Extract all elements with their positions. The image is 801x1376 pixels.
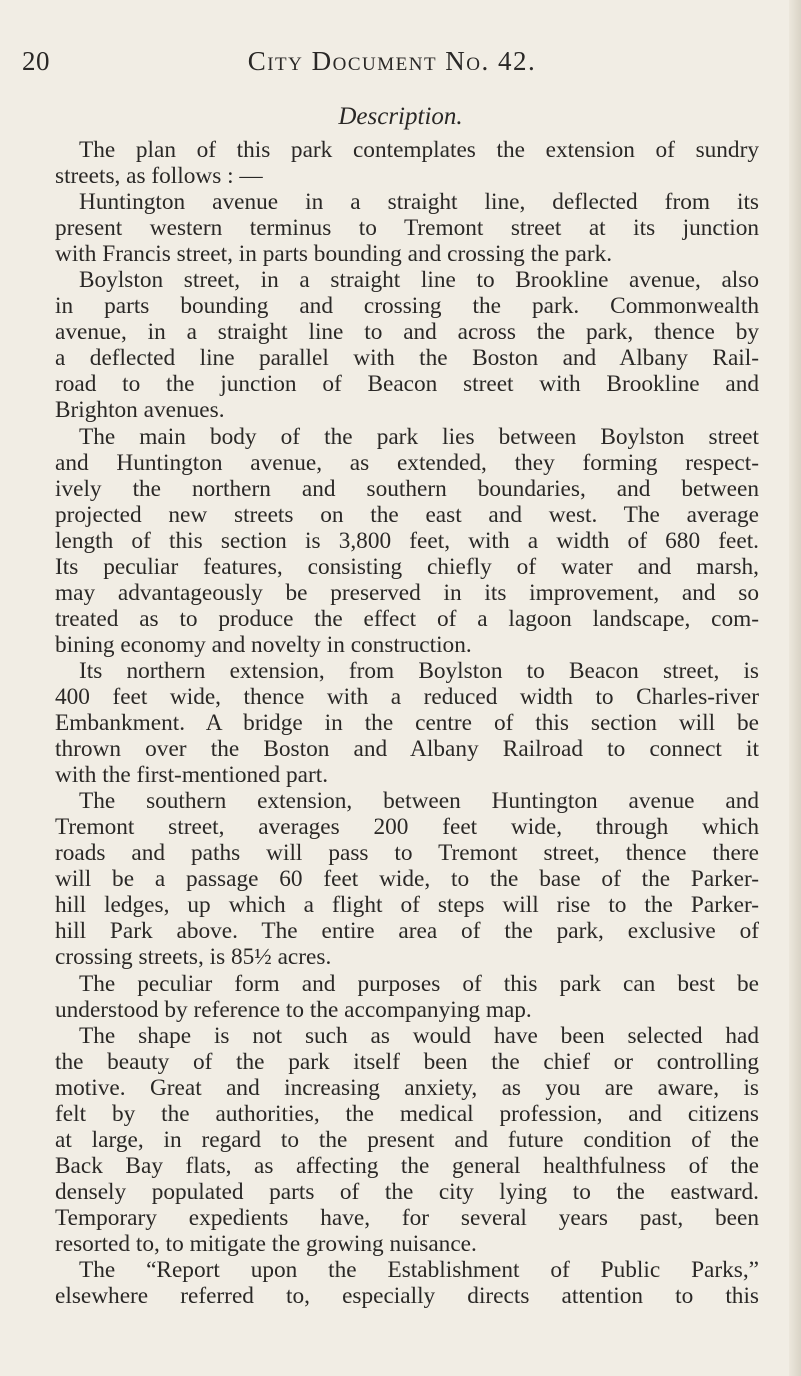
text-line: Embankment. A bridge in the centre of this section will be: [55, 710, 759, 737]
text-line: hill ledges, up which a flight of steps will rise to the Parker-: [55, 892, 759, 919]
text-line: Its peculiar features, consisting chiefly of water and marsh,: [55, 553, 759, 580]
text-line: with the first-mentioned part.: [55, 762, 329, 789]
text-line: roads and paths will pass to Tremont street, thence there: [55, 840, 759, 867]
text-line: The peculiar form and purposes of this park can best be: [79, 970, 759, 997]
text-line: felt by the authorities, the medical profession, and citizens: [55, 1100, 759, 1127]
text-line: ively the northern and southern boundaries, and between: [55, 475, 759, 502]
text-line: 400 feet wide, thence with a reduced width to Charles-river: [55, 683, 759, 710]
page-number: 20: [22, 46, 50, 76]
page-edge-shadow: [789, 0, 801, 1376]
text-line: with Francis street, in parts bounding and crossing the park.: [55, 241, 613, 268]
text-line: and Huntington avenue, as extended, they forming respect-: [55, 449, 759, 476]
text-line: bining economy and novelty in construction.: [55, 631, 472, 658]
text-line: streets, as follows : —: [55, 163, 263, 190]
text-line: at large, in regard to the present and future condition of the: [55, 1126, 759, 1153]
text-line: Huntington avenue in a straight line, deflected from its: [79, 189, 759, 216]
text-line: elsewhere referred to, especially directs attention to this: [55, 1283, 759, 1310]
text-line: Temporary expedients have, for several years past, been: [55, 1204, 759, 1231]
text-line: The main body of the park lies between Boylston street: [79, 423, 759, 450]
text-line: projected new streets on the east and west. The average: [55, 501, 759, 528]
text-line: present western terminus to Tremont street at its junction: [55, 215, 759, 242]
text-line: densely populated parts of the city lying to the eastward.: [55, 1178, 759, 1205]
text-line: The shape is not such as would have been selected had: [79, 1022, 759, 1049]
text-line: motive. Great and increasing anxiety, as you are aware, is: [55, 1074, 759, 1101]
text-line: a deflected line parallel with the Boston and Albany Rail-: [55, 345, 759, 372]
text-line: Brighton avenues.: [55, 397, 225, 424]
text-line: will be a passage 60 feet wide, to the base of the Parker-: [55, 866, 759, 893]
text-line: road to the junction of Beacon street with Brookline and: [55, 371, 759, 398]
text-line: the beauty of the park itself been the chief or controlling: [55, 1048, 759, 1075]
running-title: City Document No. 42.: [247, 46, 537, 76]
text-line: The “Report upon the Establishment of Public Parks,”: [79, 1257, 759, 1284]
text-line: resorted to, to mitigate the growing nuisance.: [55, 1230, 477, 1257]
text-line: understood by reference to the accompanying map.: [55, 996, 532, 1023]
text-line: Boylston street, in a straight line to Brookline avenue, also: [79, 267, 759, 294]
text-line: Back Bay flats, as affecting the general healthfulness of the: [55, 1152, 759, 1179]
text-line: in parts bounding and crossing the park. Commonwealth: [55, 293, 759, 320]
text-line: hill Park above. The entire area of the park, exclusive of: [55, 918, 759, 945]
text-line: may advantageously be preserved in its improvement, and so: [55, 579, 759, 606]
text-line: The southern extension, between Huntington avenue and: [79, 788, 759, 815]
text-line: Tremont street, averages 200 feet wide, through which: [55, 814, 759, 841]
text-line: The plan of this park contemplates the extension of sundry: [79, 137, 759, 163]
text-line: Its northern extension, from Boylston to Beacon street, is: [79, 657, 759, 684]
page-header: [22, 46, 762, 82]
text-line: length of this section is 3,800 feet, with a width of 680 feet.: [55, 527, 759, 554]
text-line: crossing streets, is 85½ acres.: [55, 944, 332, 971]
section-title: Description.: [338, 103, 463, 130]
body-text: [55, 137, 759, 1309]
text-line: treated as to produce the effect of a lagoon landscape, com-: [55, 605, 759, 632]
text-line: thrown over the Boston and Albany Railroad to connect it: [55, 736, 759, 763]
text-line: avenue, in a straight line to and across the park, thence by: [55, 319, 759, 346]
